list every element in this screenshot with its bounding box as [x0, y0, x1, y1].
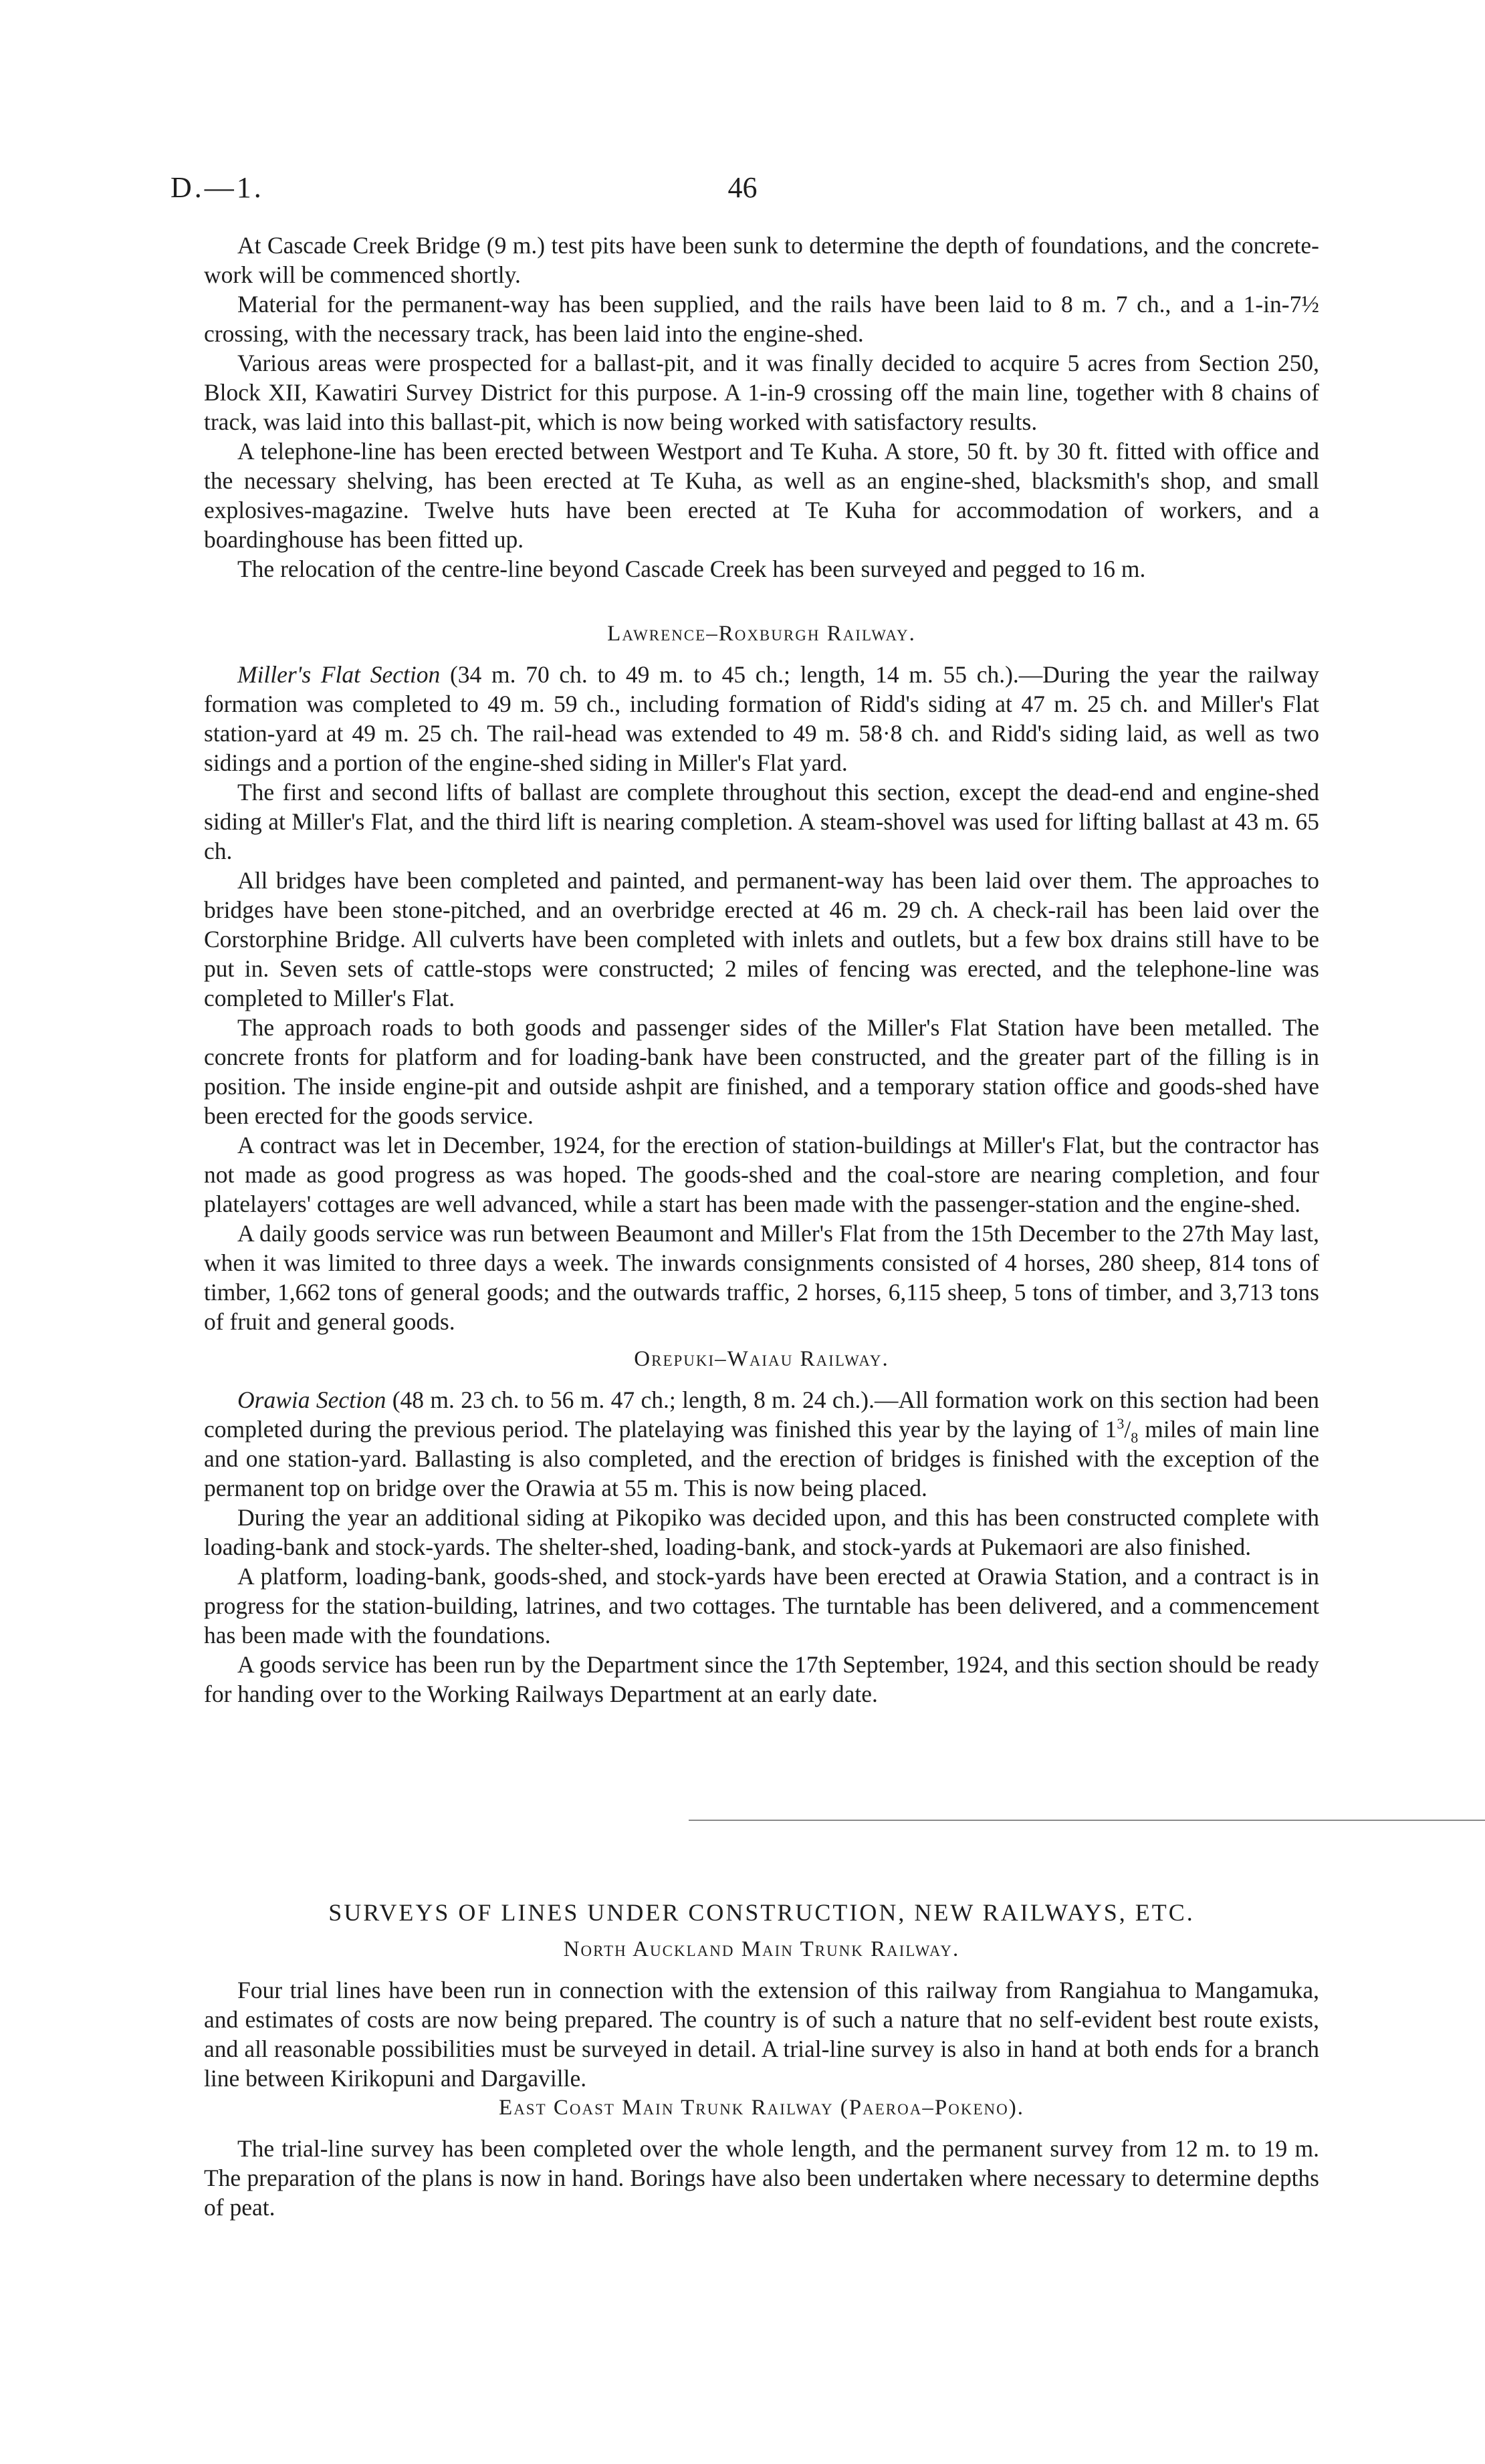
section-heading: East Coast Main Trunk Railway (Paeroa–Pokeno). [499, 2096, 1024, 2120]
page-number: 46 [727, 171, 758, 204]
paragraph: A contract was let in December, 1924, for the erection of station-buildings at Miller's Flat, but the contractor has not made as good progress as was hoped. The goods-shed and the coal-store are nearing completion, and four platelayers' cottages are well advanced, while a start has been made with the passenger-station and the engine-shed. [204, 1132, 1319, 1217]
paragraph: A daily goods service was run between Beaumont and Miller's Flat from the 15th December to the 27th May last, when it was limited to three days a week. The inwards consignments consisted of 4 horses, 280 sheep, 814 tons of timber, 1,662 tons of general goods; and the outwards traffic, 2 horses, 6,115 sheep, 5 tons of timber, and 3,713 tons of fruit and general goods. [204, 1220, 1319, 1335]
section-title: Miller's Flat Section [237, 661, 441, 688]
paragraph: A telephone-line has been erected between Westport and Te Kuha. A store, 50 ft. by 30 ft. fitted with office and the necessary shelving, has been erected at Te Kuha, as well as an engine-shed, blacksmith's shop, and small explosives-magazine. Twelve huts have been erected at Te Kuha for accommodation of workers, and a boardinghouse has been fitted up. [204, 438, 1319, 553]
section-heading: Orepuki–Waiau Railway. [634, 1347, 889, 1371]
section-heading: North Auckland Main Trunk Railway. [563, 1937, 960, 1961]
fraction-numerator: 3 [1117, 1415, 1125, 1433]
paragraph: The trial-line survey has been completed over the whole length, and the permanent survey from 12 m. to 19 m. The preparation of the plans is now in hand. Borings have also been undertaken where necessary to determine depths of peat. [204, 2135, 1319, 2221]
paragraph: Orawia Section (48 m. 23 ch. to 56 m. 47 ch.; length, 8 m. 24 ch.).—All formation work on this section had been completed during the previous period. The platelaying was finished this year by the laying of $1^3/_8$ miles of main line and one station-yard. Ballasting is also completed, and the erection of bridges is finished with the exception of the permanent top on bridge over the Orawia at 55 m. This is now being placed. [204, 1386, 1320, 1501]
paragraph: Various areas were prospected for a ballast-pit, and it was finally decided to acquire 5 acres from Section 250, Block XII, Kawatiri Survey District for this purpose. A 1-in-9 crossing off the main line, together with 8 chains of track, was laid into this ballast-pit, which is now being worked with satisfactory results. [204, 350, 1319, 435]
lawrence-roxburgh-section [204, 622, 1319, 1336]
paragraph: During the year an additional siding at Pikopiko was decided upon, and this has been constructed complete with loading-bank and stock-yards. The shelter-shed, loading-bank, and stock-yards at Pukemaori are also finished. [204, 1504, 1319, 1560]
section-divider [689, 1820, 1485, 1822]
orepuki-waiau-section [204, 1347, 1319, 1709]
north-auckland-section [204, 1937, 1319, 2093]
running-header [170, 170, 1315, 211]
paragraph: The approach roads to both goods and passenger sides of the Miller's Flat Station have been metalled. The concrete fronts for platform and for loading-bank have been constructed, and the greater part of the filling is in position. The inside engine-pit and outside ashpit are finished, and a temporary station office and goods-shed have been erected for the goods service. [204, 1014, 1319, 1129]
east-coast-section [204, 2096, 1319, 2222]
document-reference: D.—1. [170, 171, 264, 204]
paragraph: The relocation of the centre-line beyond Cascade Creek has been surveyed and pegged to 16 m. [237, 556, 1146, 582]
paragraph: Material for the permanent-way has been supplied, and the rails have been laid to 8 m. 7 ch., and a 1-in-7½ crossing, with the necessary track, has been laid into the engine-shed. [204, 291, 1319, 347]
paragraph [204, 660, 1319, 777]
paragraph-text: (34 m. 70 ch. to 49 m. to 45 ch.; length, 14 m. 55 ch.).—During the year the railway formation was completed to 49 m. 59 ch., including formation of Ridd's siding at 47 m. 25 ch. and Miller's Flat station-yard at 49 m. 25 ch. The rail-head was extended to 49 m. 58·8 ch. and Ridd's siding laid, as well as two sidings and a portion of the engine-shed siding in Miller's Flat yard. [204, 661, 1320, 776]
paragraph: A goods service has been run by the Department since the 17th September, 1924, and this section should be ready for handing over to the Working Railways Department at an early date. [204, 1651, 1319, 1707]
paragraph: A platform, loading-bank, goods-shed, and stock-yards have been erected at Orawia Station, and a contract is in progress for the station-building, latrines, and two cottages. The turntable has been delivered, and a commencement has been made with the foundations. [204, 1563, 1319, 1648]
paragraph: Four trial lines have been run in connection with the extension of this railway from Rangiahua to Mangamuka, and estimates of costs are now being prepared. The country is of such a nature that no self-evident best route exists, and all reasonable possibilities must be surveyed in detail. A trial-line survey is also in hand at both ends for a branch line between Kirikopuni and Dargaville. [204, 1977, 1319, 2092]
paragraph-text: (48 m. 23 ch. to 56 m. 47 ch.; length, 8 m. 24 ch.).—All formation work on this section had been completed during the previous period. The platelaying was finished this year by the laying of 1 [204, 1386, 1320, 1443]
section-heading: Lawrence–Roxburgh Railway. [607, 622, 916, 646]
intro-section [204, 231, 1319, 584]
paragraph-text: miles of main line and one station-yard. Ballasting is also completed, and the erection of bridges is finished with the exception of the permanent top on bridge over the Orawia at 55 m. This is now being placed. [204, 1416, 1319, 1501]
surveys-heading-block [204, 1898, 1319, 1927]
paragraph: At Cascade Creek Bridge (9 m.) test pits have been sunk to determine the depth of foundations, and the concrete-work will be commenced shortly. [204, 232, 1319, 288]
paragraph: The first and second lifts of ballast are complete throughout this section, except the dead-end and engine-shed siding at Miller's Flat, and the third lift is nearing completion. A steam-shovel was used for lifting ballast at 43 m. 65 ch. [204, 779, 1319, 864]
fraction-denominator: 8 [1131, 1429, 1139, 1447]
paragraph: All bridges have been completed and painted, and permanent-way has been laid over them. The approaches to bridges have been stone-pitched, and an overbridge erected at 46 m. 29 ch. A check-rail has been laid over the Corstorphine Bridge. All culverts have been completed with inlets and outlets, but a few box drains still have to be put in. Seven sets of cattle-stops were constructed; 2 miles of fencing was erected, and the telephone-line was completed to Miller's Flat. [204, 867, 1319, 1011]
section-title: Orawia Section [237, 1386, 386, 1413]
major-heading: SURVEYS OF LINES UNDER CONSTRUCTION, NEW RAILWAYS, ETC. [328, 1899, 1195, 1926]
